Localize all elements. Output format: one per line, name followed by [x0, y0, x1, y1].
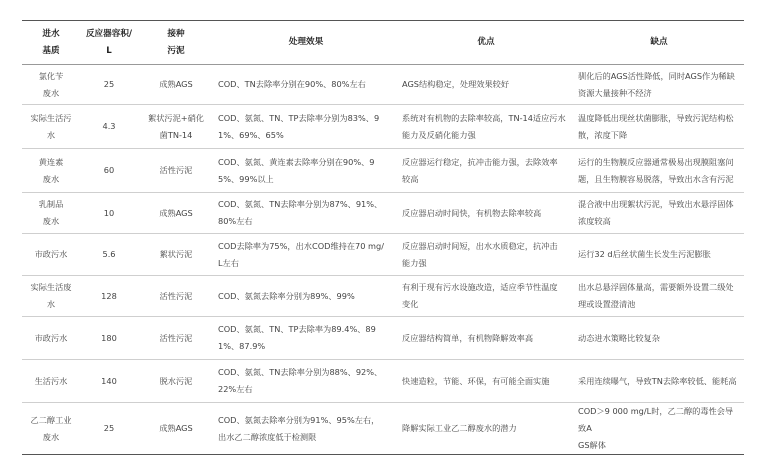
column-header-line: 进水	[42, 28, 60, 39]
cell-line: 絮状污泥	[159, 249, 193, 259]
cell-line: 市政污水	[34, 249, 68, 259]
table-row	[22, 105, 744, 149]
cell-line: 题，且生物膜容易脱落，导致出水含有污泥	[578, 173, 734, 184]
cell-line: 4.3	[102, 121, 116, 131]
cell-effect	[214, 65, 398, 105]
cell-line: 温度降低出现丝状菌膨胀，导致污泥结构松	[578, 112, 734, 123]
cell-line: 能力强	[402, 257, 427, 268]
cell-line: 快速造粒，节能、环保，有可能全面实施	[402, 375, 550, 386]
cell-substrate	[22, 65, 80, 105]
cell-effect	[214, 105, 398, 149]
cell-line: COD、氨氮、TN、TP去除率分别为83%、9	[218, 112, 380, 123]
cell-substrate	[22, 317, 80, 360]
cell-line: 降解实际工业乙二醇废水的潜力	[402, 423, 517, 433]
cell-pros	[398, 403, 574, 455]
cell-line: 1%、69%、65%	[218, 129, 284, 140]
column-header-line: L	[106, 45, 112, 56]
cell-volume	[80, 105, 138, 149]
cell-sludge	[138, 193, 214, 234]
cell-sludge	[138, 403, 214, 455]
cell-effect	[214, 276, 398, 317]
cell-substrate	[22, 403, 80, 455]
cell-sludge	[138, 360, 214, 403]
cell-pros	[398, 276, 574, 317]
cell-line: 能力及反硝化能力强	[402, 129, 476, 140]
cell-line: 系统对有机物的去除率较高，TN-14适应污水	[402, 112, 566, 123]
cell-line: 浓度较高	[578, 216, 611, 226]
cell-volume	[80, 65, 138, 105]
cell-line: COD＞9 000 mg/L时，乙二醇的毒性会导致A	[578, 406, 734, 433]
column-header-line: 处理效果	[288, 37, 324, 47]
cell-sludge	[138, 234, 214, 276]
cell-cons	[574, 65, 744, 105]
cell-volume	[80, 234, 138, 276]
column-header	[22, 21, 80, 65]
cell-line: L左右	[218, 257, 239, 268]
cell-pros	[398, 149, 574, 193]
cell-line: 废水	[42, 216, 60, 226]
table-row	[22, 276, 744, 317]
cell-line: AGS结构稳定，处理效果较好	[402, 79, 510, 89]
cell-line: 理或设置澄清池	[578, 299, 636, 309]
cell-line: 实际生活废	[30, 282, 72, 292]
cell-line: 市政污水	[34, 332, 68, 343]
cell-line: 废水	[42, 431, 60, 442]
column-header	[214, 21, 398, 65]
cell-sludge	[138, 65, 214, 105]
cell-cons	[574, 360, 744, 403]
cell-cons	[574, 105, 744, 149]
table-row	[22, 403, 744, 455]
cell-substrate	[22, 276, 80, 317]
table-row	[22, 360, 744, 403]
column-header	[80, 21, 138, 65]
table-header	[22, 21, 744, 65]
wastewater-treatment-table	[22, 20, 744, 455]
cell-line: 变化	[402, 299, 419, 309]
cell-line: 反应器启动时间短，出水水质稳定，抗冲击	[402, 240, 558, 251]
cell-line: 菌TN-14	[159, 129, 193, 140]
column-header-line: 基质	[42, 45, 60, 56]
cell-line: GS解体	[578, 440, 606, 450]
cell-line: 有利于现有污水设施改造，适应季节性温度	[402, 282, 558, 292]
cell-line: 25	[103, 79, 115, 89]
column-header	[138, 21, 214, 65]
cell-line: 废水	[42, 87, 60, 98]
cell-line: 反应器结构简单，有机物降解效率高	[402, 332, 534, 343]
cell-line: 5%、99%以上	[218, 173, 274, 184]
cell-volume	[80, 193, 138, 234]
cell-line: 废水	[42, 173, 60, 184]
cell-cons	[574, 403, 744, 455]
cell-line: 实际生活污	[30, 112, 72, 123]
column-header	[574, 21, 744, 65]
table-row	[22, 65, 744, 105]
cell-line: 采用连续曝气，导致TN去除率较低、能耗高	[578, 375, 737, 386]
cell-line: 60	[103, 165, 115, 175]
cell-pros	[398, 234, 574, 276]
cell-line: 128	[101, 290, 117, 301]
column-header-line: 反应器容积/	[85, 28, 133, 39]
cell-line: 资源大量接种不经济	[578, 87, 652, 98]
cell-line: 反应器启动时间快，有机物去除率较高	[402, 207, 542, 218]
cell-line: 5.6	[102, 249, 116, 259]
table-row	[22, 317, 744, 360]
cell-substrate	[22, 234, 80, 276]
header-row	[22, 21, 744, 65]
cell-line: 混合液中出现絮状污泥，导致出水悬浮固体	[578, 199, 734, 209]
cell-line: 乙二醇工业	[30, 414, 72, 425]
cell-line: 黄连素	[38, 156, 64, 167]
cell-line: COD、氨氮、TN去除率分别为88%、92%、	[218, 367, 383, 377]
cell-line: 22%左右	[218, 384, 253, 394]
cell-effect	[214, 149, 398, 193]
cell-pros	[398, 65, 574, 105]
cell-sludge	[138, 317, 214, 360]
cell-line: COD、氨氮去除率分别为91%、95%左右，	[218, 414, 380, 425]
cell-line: 运行32 d后丝状菌生长发生污泥膨胀	[578, 249, 711, 259]
cell-substrate	[22, 149, 80, 193]
cell-line: 运行的生物膜反应器通常极易出现膜阻塞问	[578, 156, 734, 167]
cell-cons	[574, 193, 744, 234]
cell-cons	[574, 317, 744, 360]
column-header	[398, 21, 574, 65]
cell-line: 脱水污泥	[159, 375, 193, 386]
table-row	[22, 234, 744, 276]
cell-line: 絮状污泥+硝化	[148, 112, 204, 123]
cell-line: 140	[101, 375, 117, 386]
cell-effect	[214, 317, 398, 360]
cell-line: 活性污泥	[159, 332, 193, 343]
table-row	[22, 149, 744, 193]
cell-line: 乳制品	[38, 199, 64, 209]
cell-volume	[80, 149, 138, 193]
cell-sludge	[138, 276, 214, 317]
cell-line: 10	[103, 207, 115, 218]
cell-line: 活性污泥	[159, 165, 193, 175]
column-header-line: 接种	[167, 28, 185, 39]
cell-line: 水	[46, 299, 56, 309]
cell-volume	[80, 360, 138, 403]
cell-line: 驯化后的AGS活性降低，同时AGS作为稀缺	[578, 70, 735, 81]
cell-line: COD、氨氮、黄连素去除率分别在90%、9	[218, 156, 375, 167]
cell-volume	[80, 317, 138, 360]
cell-line: 成熟AGS	[159, 423, 193, 433]
cell-line: 1%、87.9%	[218, 341, 266, 351]
column-header-line: 缺点	[650, 37, 668, 47]
cell-cons	[574, 149, 744, 193]
cell-line: 动态进水策略比较复杂	[578, 332, 660, 343]
cell-sludge	[138, 149, 214, 193]
cell-line: 水	[46, 129, 56, 140]
cell-line: 出水乙二醇浓度低于检测限	[218, 431, 317, 442]
cell-line: 25	[103, 423, 115, 433]
cell-cons	[574, 234, 744, 276]
cell-line: 80%左右	[218, 216, 253, 226]
cell-line: 生活污水	[34, 375, 68, 386]
cell-line: 氯化苄	[38, 70, 64, 81]
cell-line: 成熟AGS	[159, 79, 193, 89]
cell-volume	[80, 276, 138, 317]
column-header-line: 污泥	[167, 45, 185, 56]
cell-line: COD、TN去除率分别在90%、80%左右	[218, 79, 366, 89]
cell-line: 较高	[402, 173, 419, 184]
cell-line: 散，浓度下降	[578, 129, 628, 140]
cell-cons	[574, 276, 744, 317]
cell-effect	[214, 234, 398, 276]
table-row	[22, 193, 744, 234]
cell-effect	[214, 403, 398, 455]
cell-pros	[398, 193, 574, 234]
cell-sludge	[138, 105, 214, 149]
table-body	[22, 65, 744, 455]
cell-line: 出水总悬浮固体量高，需要额外设置二级处	[578, 282, 734, 292]
cell-line: COD、氨氮、TN、TP去除率为89.4%、89	[218, 324, 376, 334]
cell-substrate	[22, 360, 80, 403]
cell-line: 180	[101, 332, 117, 343]
cell-substrate	[22, 105, 80, 149]
cell-line: COD、氨氮、TN去除率分别为87%、91%、	[218, 199, 383, 209]
cell-line: COD去除率为75%，出水COD维持在70 mg/	[218, 240, 384, 251]
cell-line: COD、氨氮去除率分别为89%、99%	[218, 290, 355, 301]
cell-line: 成熟AGS	[159, 207, 193, 218]
cell-line: 活性污泥	[159, 290, 193, 301]
column-header-line: 优点	[477, 37, 495, 47]
cell-substrate	[22, 193, 80, 234]
cell-effect	[214, 360, 398, 403]
cell-effect	[214, 193, 398, 234]
cell-volume	[80, 403, 138, 455]
cell-line: 反应器运行稳定，抗冲击能力强，去除效率	[402, 156, 558, 167]
cell-pros	[398, 360, 574, 403]
cell-pros	[398, 105, 574, 149]
cell-pros	[398, 317, 574, 360]
